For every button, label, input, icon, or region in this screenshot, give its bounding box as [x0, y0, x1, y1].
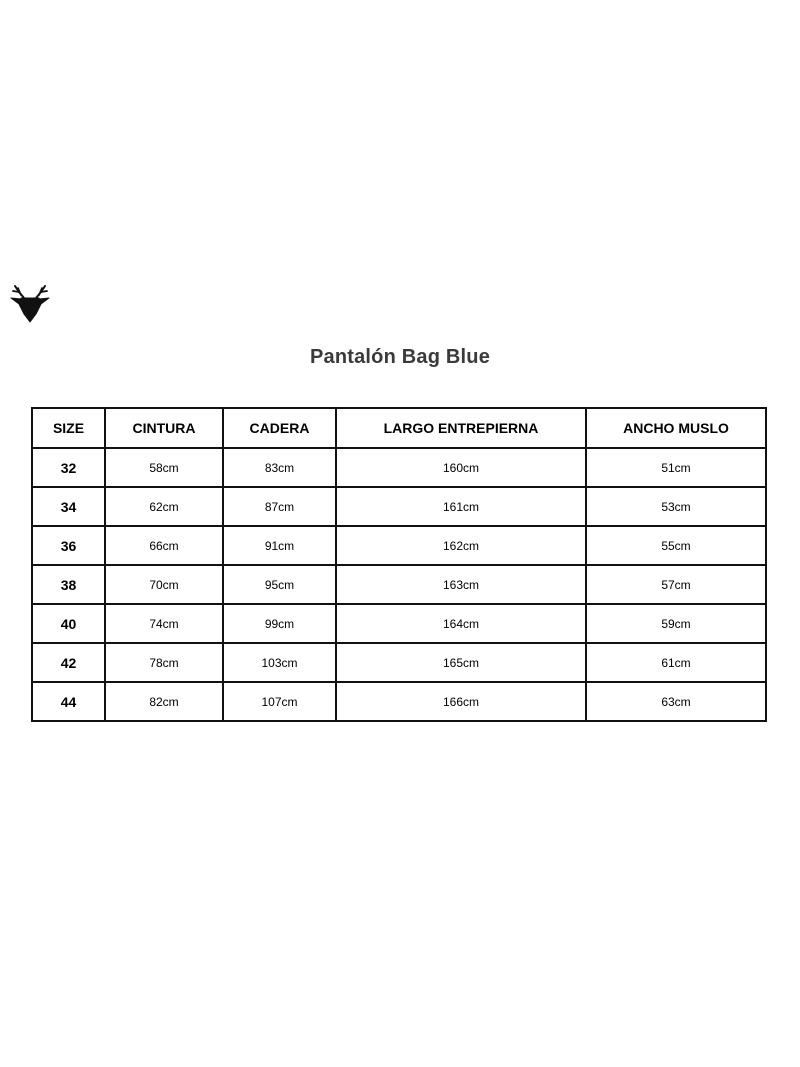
- table-row: [32, 448, 766, 487]
- cadera-cell: 91cm: [223, 526, 336, 565]
- column-header-size: SIZE: [32, 408, 105, 448]
- ancho-muslo-cell: 55cm: [586, 526, 766, 565]
- cadera-cell: 99cm: [223, 604, 336, 643]
- deer-head-icon: [8, 282, 52, 326]
- cintura-cell: 70cm: [105, 565, 223, 604]
- ancho-muslo-cell: 57cm: [586, 565, 766, 604]
- ancho-muslo-cell: 63cm: [586, 682, 766, 721]
- cadera-cell: 87cm: [223, 487, 336, 526]
- largo-entrepierna-cell: 163cm: [336, 565, 586, 604]
- table-row: [32, 487, 766, 526]
- ancho-muslo-cell: 53cm: [586, 487, 766, 526]
- cintura-cell: 78cm: [105, 643, 223, 682]
- size-cell: 32: [32, 448, 105, 487]
- size-cell: 42: [32, 643, 105, 682]
- largo-entrepierna-cell: 161cm: [336, 487, 586, 526]
- cintura-cell: 74cm: [105, 604, 223, 643]
- cadera-cell: 103cm: [223, 643, 336, 682]
- column-header-cintura: CINTURA: [105, 408, 223, 448]
- ancho-muslo-cell: 59cm: [586, 604, 766, 643]
- cintura-cell: 62cm: [105, 487, 223, 526]
- cadera-cell: 107cm: [223, 682, 336, 721]
- size-cell: 36: [32, 526, 105, 565]
- table-row: [32, 604, 766, 643]
- cintura-cell: 82cm: [105, 682, 223, 721]
- column-header-ancho-muslo: ANCHO MUSLO: [586, 408, 766, 448]
- table-row: [32, 526, 766, 565]
- size-cell: 44: [32, 682, 105, 721]
- table-row: [32, 682, 766, 721]
- ancho-muslo-cell: 61cm: [586, 643, 766, 682]
- size-cell: 34: [32, 487, 105, 526]
- largo-entrepierna-cell: 166cm: [336, 682, 586, 721]
- column-header-cadera: CADERA: [223, 408, 336, 448]
- cadera-cell: 83cm: [223, 448, 336, 487]
- page-title: Pantalón Bag Blue: [309, 346, 491, 368]
- table-header-row: [32, 408, 766, 448]
- column-header-largo-entrepierna: LARGO ENTREPIERNA: [336, 408, 586, 448]
- largo-entrepierna-cell: 164cm: [336, 604, 586, 643]
- largo-entrepierna-cell: 165cm: [336, 643, 586, 682]
- ancho-muslo-cell: 51cm: [586, 448, 766, 487]
- size-cell: 38: [32, 565, 105, 604]
- cintura-cell: 66cm: [105, 526, 223, 565]
- cintura-cell: 58cm: [105, 448, 223, 487]
- cadera-cell: 95cm: [223, 565, 336, 604]
- table-row: [32, 643, 766, 682]
- table-row: [32, 565, 766, 604]
- largo-entrepierna-cell: 162cm: [336, 526, 586, 565]
- largo-entrepierna-cell: 160cm: [336, 448, 586, 487]
- size-chart-table: [31, 407, 767, 722]
- size-cell: 40: [32, 604, 105, 643]
